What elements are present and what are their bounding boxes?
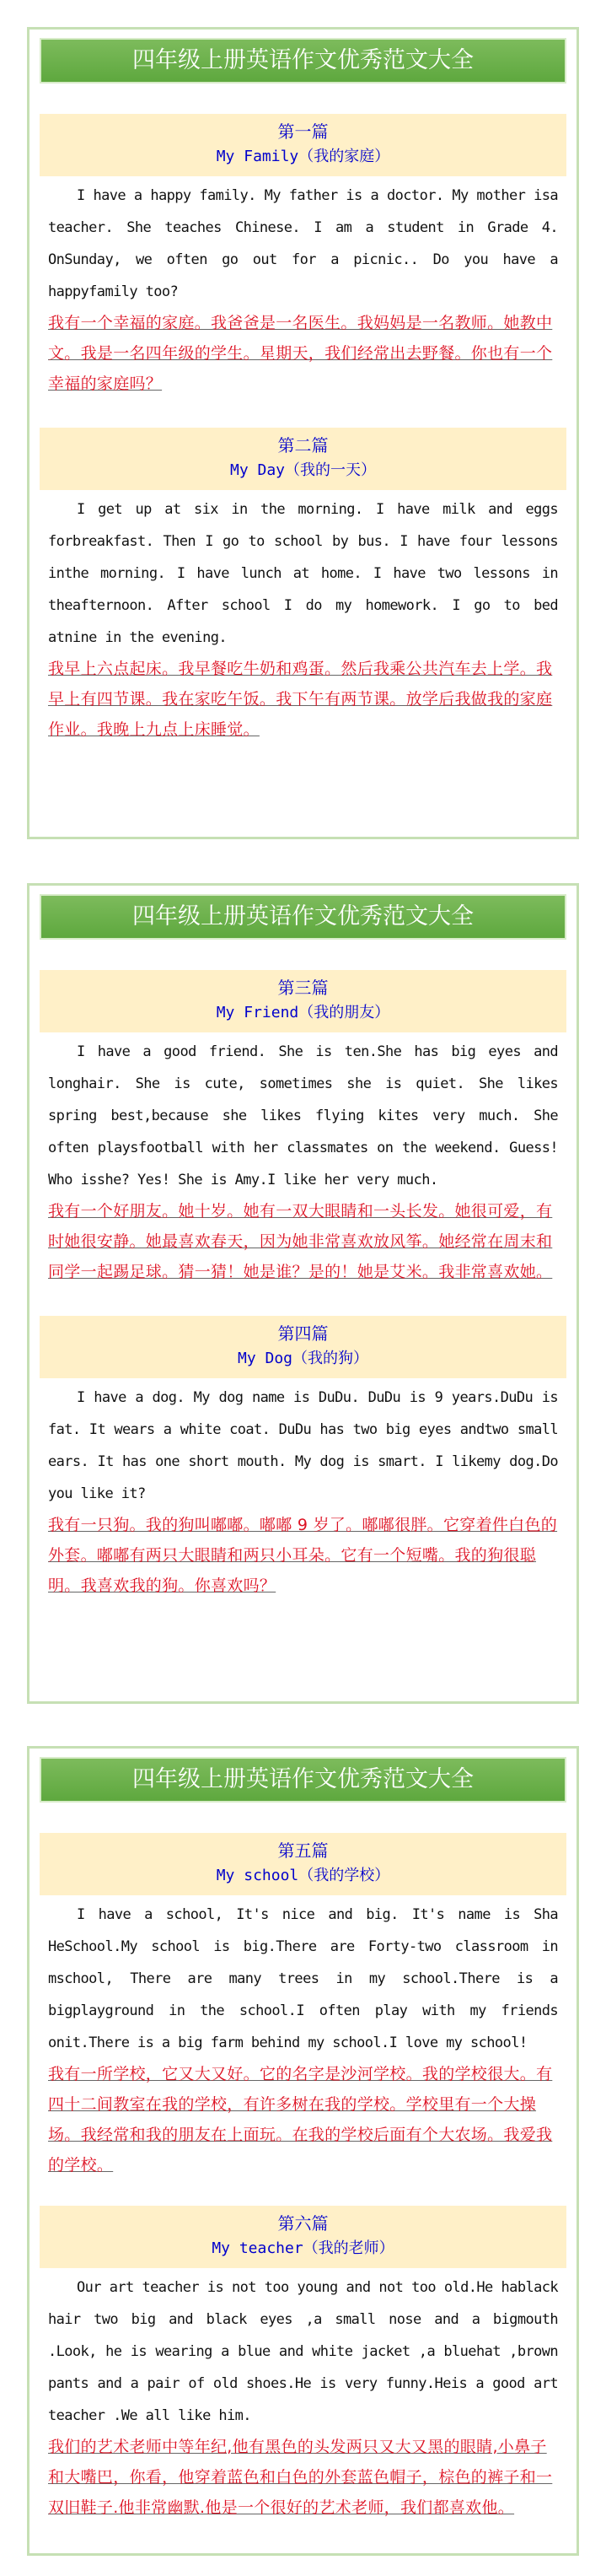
essay-chinese-translation: 我有一个好朋友。她十岁。她有一双大眼睛和一头长发。她很可爱，有时她很安静。她最喜欢春天，因为她非常喜欢放风筝。她经常在周末和同学一起踢足球。猜一猜！她是谁？是的！她是艾米。我非常喜欢她。 [48,1202,553,1281]
essay-subtitle: My Friend（我的朋友） [216,1004,390,1021]
essay-section [40,1316,566,1601]
essay-header [40,1316,566,1378]
essay-english-text: I have a happy family. My father is a doctor. My mother isa teacher. She teaches Chinese. I am a student in Grade 4. OnSunday, we often go out for a picnic.. Do you have a happyfamily too? [48,187,558,300]
essay-header [40,428,566,490]
essay-header [40,970,566,1032]
essay-section [40,114,566,399]
essay-subtitle: My teacher（我的老师） [212,2239,394,2257]
essay-header [40,2206,566,2268]
page-1 [27,27,579,839]
essay-subtitle: My Family（我的家庭） [216,148,390,165]
essay-english-text: I have a dog. My dog name is DuDu. DuDu is 9 years.DuDu is fat. It wears a white coat. DuDu has two big eyes andtwo small ears. It has one short mouth. My dog is smart. I likemy dog.Do you like it? [48,1389,558,1502]
essay-chinese-translation: 我有一只狗。我的狗叫嘟嘟。嘟嘟 9 岁了。嘟嘟很胖。它穿着件白色的外套。嘟嘟有两只大眼睛和两只小耳朵。它有一个短嘴。我的狗很聪明。我喜欢我的狗。你喜欢吗？ [48,1516,558,1595]
essay-english-text: I have a school, It's nice and big. It's name is Sha HeSchool.My school is big.There are Forty-two classroom in mschool, There are many trees in my school.There is a bigplayground in the school.I often play with my friends onit.There is a big farm behind my school.I love my school! [48,1906,558,2051]
page-banner: 四年级上册英语作文优秀范文大全 [40,894,566,940]
essay-chapter-title: 第一篇 [277,121,329,142]
page-banner: 四年级上册英语作文优秀范文大全 [40,38,566,84]
essay-chinese-translation: 我们的艺术老师中等年纪,他有黑色的头发两只又大又黑的眼睛,小鼻子和大嘴巴，你看，他穿着蓝色和白色的外套蓝色帽子，棕色的裤子和一双旧鞋子.他非常幽默.他是一个很好的艺术老师，我们都喜欢他。 [48,2438,553,2517]
essay-section [40,1833,566,2180]
page-banner: 四年级上册英语作文优秀范文大全 [40,1757,566,1803]
essay-header [40,114,566,176]
essay-english-text: I have a good friend. She is ten.She has big eyes and longhair. She is cute, sometimes she is quiet. She likes spring best,because she likes flying kites very much. She often playsfootball with her classmates on the weekend. Guess! Who isshe? Yes! She is Amy.I like her very much. [48,1043,558,1188]
essay-chinese-translation: 我早上六点起床。我早餐吃牛奶和鸡蛋。然后我乘公共汽车去上学。我早上有四节课。我在家吃午饭。我下午有两节课。放学后我做我的家庭作业。我晚上九点上床睡觉。 [48,660,553,739]
essay-section [40,970,566,1287]
essay-subtitle: My school（我的学校） [216,1867,390,1884]
essay-chinese-translation: 我有一所学校，它又大又好。它的名字是沙河学校。我的学校很大。有四十二间教室在我的学校，有许多树在我的学校。学校里有一个大操场。我经常和我的朋友在上面玩。在我的学校后面有个大农场。我爱我的学校。 [48,2065,553,2175]
essay-english-text: I get up at six in the morning. I have milk and eggs forbreakfast. Then I go to school by bus. I have four lessons inthe morning. I have lunch at home. I have two lessons in theafternoon. After school I do my homework. I go to bed atnine in the evening. [48,501,558,646]
page-3 [27,1746,579,2556]
essay-chapter-title: 第二篇 [277,435,329,455]
essay-english-text: Our art teacher is not too young and not too old.He hablack hair two big and black eyes ,a small nose and a bigmouth .Look, he is wearing a blue and white jacket ,a bluehat ,brown pants and a pair of old shoes.He is very funny.Heis a good art teacher .We all like him. [48,2279,558,2424]
essay-header [40,1833,566,1895]
essay-chapter-title: 第四篇 [277,1323,329,1344]
page-2 [27,883,579,1704]
essay-section [40,2206,566,2523]
essay-subtitle: My Dog（我的狗） [237,1350,369,1367]
essay-subtitle: My Day（我的一天） [229,461,377,479]
essay-chapter-title: 第六篇 [277,2213,329,2234]
essay-section [40,428,566,745]
essay-chapter-title: 第五篇 [277,1840,329,1861]
essay-chinese-translation: 我有一个幸福的家庭。我爸爸是一名医生。我妈妈是一名教师。她教中文。我是一名四年级的学生。星期天，我们经常出去野餐。你也有一个幸福的家庭吗？ [48,314,553,393]
essay-chapter-title: 第三篇 [277,978,329,998]
